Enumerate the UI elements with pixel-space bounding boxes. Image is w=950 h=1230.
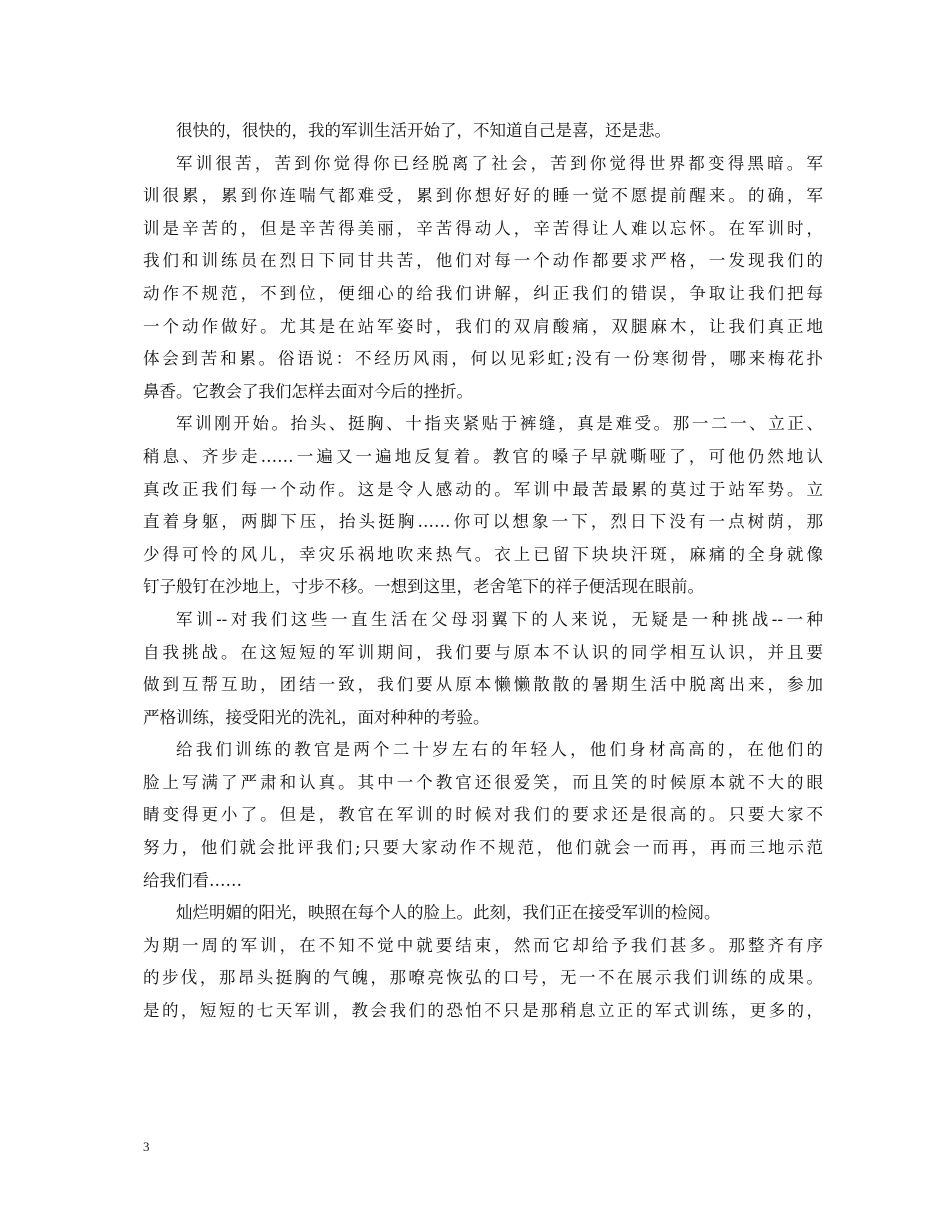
text-line: 是的，短短的七天军训，教会我们的恐怕不只是那稍息立正的军式训练，更多的， — [143, 1001, 823, 1021]
text-line: 少得可怜的风儿，幸灾乐祸地吹来热气。衣上已留下块块汗斑，麻痛的全身就像 — [143, 544, 823, 564]
text-line: 动作不规范，不到位，便细心的给我们讲解，纠正我们的错误，争取让我们把每 — [143, 283, 823, 303]
text-line: 钉子般钉在沙地上，寸步不移。一想到这里，老舍笔下的祥子便活现在眼前。 — [143, 577, 704, 597]
text-line: 的步伐，那昂头挺胸的气魄，那嘹亮恢弘的口号，无一不在展示我们训练的成果。 — [143, 968, 823, 988]
text-line: 鼻香。它教会了我们怎样去面对今后的挫折。 — [143, 381, 473, 401]
text-line: 体会到苦和累。俗语说：不经历风雨，何以见彩虹;没有一份寒彻骨，哪来梅花扑 — [143, 349, 823, 369]
text-line: 军训--对我们这些一直生活在父母羽翼下的人来说，无疑是一种挑战--一种 — [176, 609, 823, 629]
body-text — [143, 115, 823, 1028]
text-line: 自我挑战。在这短短的军训期间，我们要与原本不认识的同学相互认识，并且要 — [143, 642, 823, 662]
text-line: 给我们看…… — [143, 870, 242, 890]
text-line: 直着身躯，两脚下压，抬头挺胸……你可以想象一下，烈日下没有一点树荫，那 — [143, 512, 823, 532]
text-line: 灿烂明媚的阳光，映照在每个人的脸上。此刻，我们正在接受军训的检阅。 — [176, 903, 721, 923]
text-line: 我们和训练员在烈日下同甘共苦，他们对每一个动作都要求严格，一发现我们的 — [143, 251, 823, 271]
text-line: 脸上写满了严肃和认真。其中一个教官还很爱笑，而且笑的时候原本就不大的眼 — [143, 772, 823, 792]
text-line: 很快的，很快的，我的军训生活开始了，不知道自己是喜，还是悲。 — [176, 121, 671, 140]
text-line: 睛变得更小了。但是，教官在军训的时候对我们的要求还是很高的。只要大家不 — [143, 805, 823, 825]
text-line: 严格训练，接受阳光的洗礼，面对种种的考验。 — [143, 707, 490, 727]
text-line: 给我们训练的教官是两个二十岁左右的年轻人，他们身材高高的，在他们的 — [176, 740, 823, 760]
text-line: 军训刚开始。抬头、挺胸、十指夹紧贴于裤缝，真是难受。那一二一、立正、 — [176, 414, 823, 434]
text-line: 真改正我们每一个动作。这是令人感动的。军训中最苦最累的莫过于站军势。立 — [143, 479, 823, 499]
text-line: 努力，他们就会批评我们;只要大家动作不规范，他们就会一而再，再而三地示范 — [143, 838, 823, 858]
text-line: 为期一周的军训，在不知不觉中就要结束，然而它却给予我们甚多。那整齐有序 — [143, 935, 823, 955]
text-line: 军训很苦，苦到你觉得你已经脱离了社会，苦到你觉得世界都变得黑暗。军 — [176, 153, 823, 173]
text-line: 训很累，累到你连喘气都难受，累到你想好好的睡一觉不愿提前醒来。的确，军 — [143, 186, 823, 206]
text-line: 稍息、齐步走……一遍又一遍地反复着。教官的嗓子早就嘶哑了，可他仍然地认 — [143, 446, 823, 466]
text-line: 一个动作做好。尤其是在站军姿时，我们的双肩酸痛，双腿麻木，让我们真正地 — [143, 316, 823, 336]
text-line: 训是辛苦的，但是辛苦得美丽，辛苦得动人，辛苦得让人难以忘怀。在军训时， — [143, 218, 823, 238]
page-number: 3 — [143, 1139, 150, 1154]
text-line: 做到互帮互助，团结一致，我们要从原本懒懒散散的暑期生活中脱离出来，参加 — [143, 675, 823, 695]
